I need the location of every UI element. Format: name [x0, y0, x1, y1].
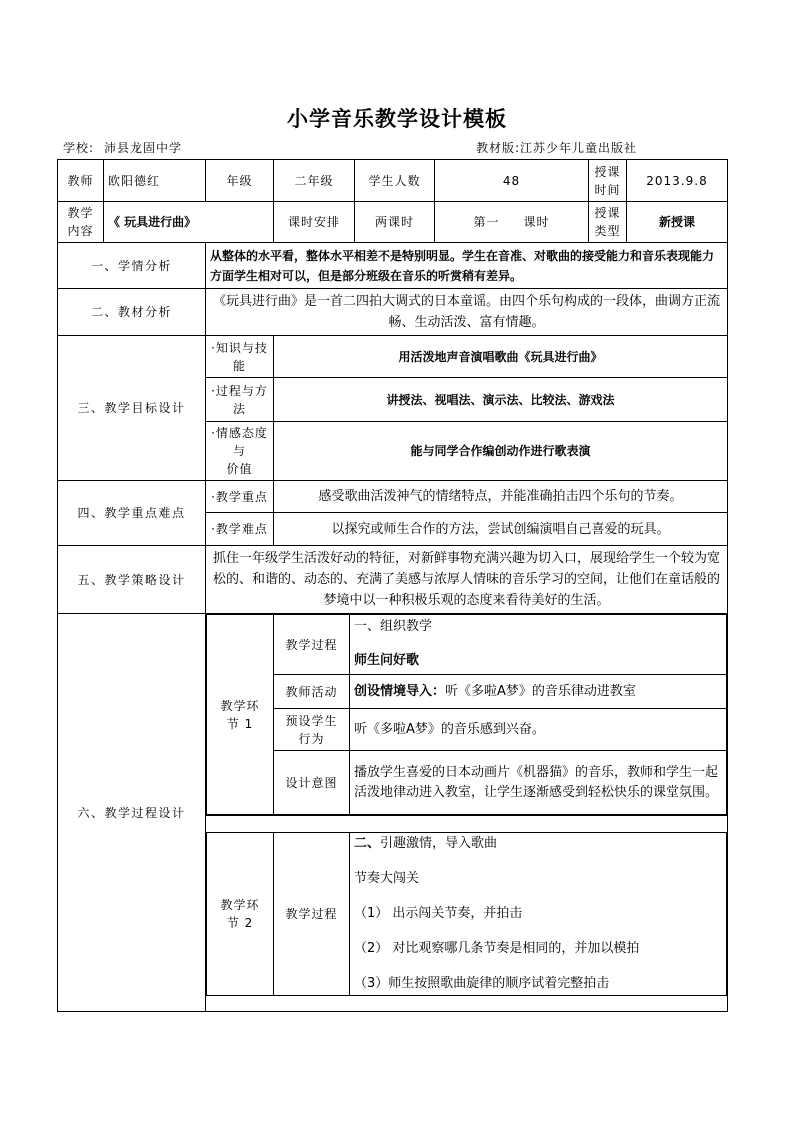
school-value: 沛县龙固中学: [104, 141, 183, 155]
stage-2-line-1: [354, 835, 722, 853]
stage-2-line-1-bold: 二、: [354, 835, 381, 851]
date-value: 2013.9.8: [627, 160, 728, 202]
stage-2-label-2: 节 2: [226, 915, 254, 930]
section-keypoints-row-1: [58, 481, 728, 513]
schedule-value: 两课时: [355, 202, 435, 243]
content-label-2: 内容: [67, 224, 94, 238]
content-label: [58, 202, 104, 243]
goal-3-label-1: ·情感态度与: [211, 426, 268, 458]
goal-1-label: ·知识与技能: [206, 336, 274, 378]
section-2-text: 《玩具进行曲》是一首二四拍大调式的日本童谣。由四个乐句构成的一段体，曲调方正流畅、生动活泼、富有情趣。: [206, 289, 728, 336]
stage-1-teacher-activity: [350, 675, 727, 709]
stage-2-line-4: （2） 对比观察哪几条节奏是相同的，并加以模拍: [354, 940, 640, 956]
difficulty-label: ·教学难点: [206, 513, 274, 546]
stage-1-cell: [206, 614, 728, 816]
keypoint-text: 感受歌曲活泼神气的情绪特点，并能准确拍击四个乐句的节奏。: [274, 481, 728, 513]
difficulty-text: 以探究或师生合作的方法，尝试创编演唱自己喜爱的玩具。: [274, 513, 728, 546]
goal-3-label: [206, 422, 274, 481]
stage-2-process-label: 教学过程: [274, 832, 350, 995]
stage-2-line-1-text: 引趣激情，导入歌曲: [380, 835, 498, 851]
date-label-2: 时间: [594, 182, 621, 197]
stage-1-label-1: 教学环: [220, 698, 260, 713]
stage-1-process-line-1: 一、组织教学: [354, 619, 433, 634]
schedule-label: 课时安排: [274, 202, 355, 243]
period-2: 课时: [523, 215, 550, 229]
stage-1-student-label-2: 行为: [298, 731, 325, 746]
textbook-value: 江苏少年儿童出版社: [519, 141, 637, 155]
info-row-2: [58, 202, 728, 243]
type-label-2: 类型: [594, 224, 621, 238]
stage-2-process: [350, 832, 727, 995]
school-info: [63, 139, 182, 156]
stage-1-process-label: 教学过程: [274, 615, 350, 675]
period-1: 第一: [473, 215, 500, 229]
page-title: 小学音乐教学设计模板: [287, 107, 507, 131]
section-3-label: 三、教学目标设计: [58, 336, 206, 481]
stage-2-line-3: （1） 出示闯关节奏，并拍击: [354, 905, 523, 921]
students-label: 学生人数: [355, 160, 435, 202]
stage-2-cell: [206, 816, 728, 1012]
section-5-text: 抓住一年级学生活泼好动的特征，对新鲜事物充满兴趣为切入口，展现给学生一个较为宽松的、和谐的、动态的、充满了美感与浓厚人情味的音乐学习的空间，让他们在童话般的梦境中以一种积极乐观的态度来看待美好的生活。: [206, 546, 728, 614]
stage-2-label: [207, 832, 274, 995]
keypoint-label: ·教学重点: [206, 481, 274, 513]
grade-value: 二年级: [274, 160, 355, 202]
goal-1-text: 用活泼地声音演唱歌曲《玩具进行曲》: [274, 336, 728, 378]
section-goals-row-1: [58, 336, 728, 378]
goal-3-label-2: 价值: [226, 462, 253, 476]
goal-2-label: ·过程与方法: [206, 378, 274, 422]
stage-1-student-label: [274, 709, 350, 751]
info-row-1: [58, 160, 728, 202]
goal-3-text: 能与同学合作编创动作进行歌表演: [274, 422, 728, 481]
stage-1-teacher-label: 教师活动: [274, 675, 350, 709]
meta-row: [57, 139, 727, 157]
section-1-text: 从整体的水平看，整体水平相差不是特别明显。学生在音准、对歌曲的接受能力和音乐表现能力方面学生相对可以，但是部分班级在音乐的听赏稍有差异。: [206, 243, 728, 289]
grade-label: 年级: [206, 160, 274, 202]
stage-1-label-2: 节 1: [226, 716, 254, 731]
section-process-stage-1: [58, 614, 728, 816]
teacher-label: 教师: [58, 160, 104, 202]
goal-2-text: 讲授法、视唱法、演示法、比较法、游戏法: [274, 378, 728, 422]
content-value: 《 玩具进行曲》: [104, 202, 274, 243]
stage-1-teacher-bold: 创设情境导入：: [354, 683, 446, 699]
stage-2-label-1: 教学环: [220, 897, 260, 912]
school-label: 学校:: [63, 141, 95, 155]
stage-1-intent-label: 设计意图: [274, 751, 350, 815]
section-1-label: 一、学情分析: [58, 243, 206, 289]
type-label: [589, 202, 627, 243]
students-value: 48: [435, 160, 589, 202]
section-6-label: 六、教学过程设计: [58, 614, 206, 1012]
section-learner-analysis: [58, 243, 728, 289]
content-label-1: 教学: [67, 206, 94, 220]
stage-1-intent-text: 播放学生喜爱的日本动画片《机器猫》的音乐，教师和学生一起活泼地律动进入教室，让学生逐渐感受到轻松快乐的课堂氛围。: [350, 751, 727, 815]
stage-2-line-5: （3）师生按照歌曲旋律的顺序试着完整拍击: [354, 975, 610, 991]
textbook-label: 教材版:: [475, 141, 520, 155]
stage-1-student-label-1: 预设学生: [285, 713, 338, 728]
stage-1-teacher-text: 听《多啦A梦》的音乐律动进教室: [445, 683, 636, 699]
stage-1-process: [350, 615, 727, 675]
section-strategy: [58, 546, 728, 614]
section-2-label: 二、教材分析: [58, 289, 206, 336]
lesson-plan-table: [57, 159, 728, 1012]
section-material-analysis: [58, 289, 728, 336]
section-4-label: 四、教学重点难点: [58, 481, 206, 546]
stage-1-table: [206, 614, 727, 815]
date-label: [589, 160, 627, 202]
stage-2-line-2: 节奏大闯关: [354, 870, 420, 886]
stage-1-label: [207, 615, 274, 815]
date-label-1: 授课: [594, 164, 621, 179]
stage-2-table: [206, 832, 727, 996]
period-value: [435, 202, 589, 243]
type-value: 新授课: [627, 202, 728, 243]
type-label-1: 授课: [594, 206, 621, 220]
teacher-value: 欧阳德红: [104, 160, 206, 202]
textbook-info: [476, 139, 637, 156]
section-5-label: 五、教学策略设计: [58, 546, 206, 614]
stage-1-process-line-2: 师生问好歌: [354, 653, 420, 668]
stage-1-student-text: 听《多啦A梦》的音乐感到兴奋。: [350, 709, 727, 751]
